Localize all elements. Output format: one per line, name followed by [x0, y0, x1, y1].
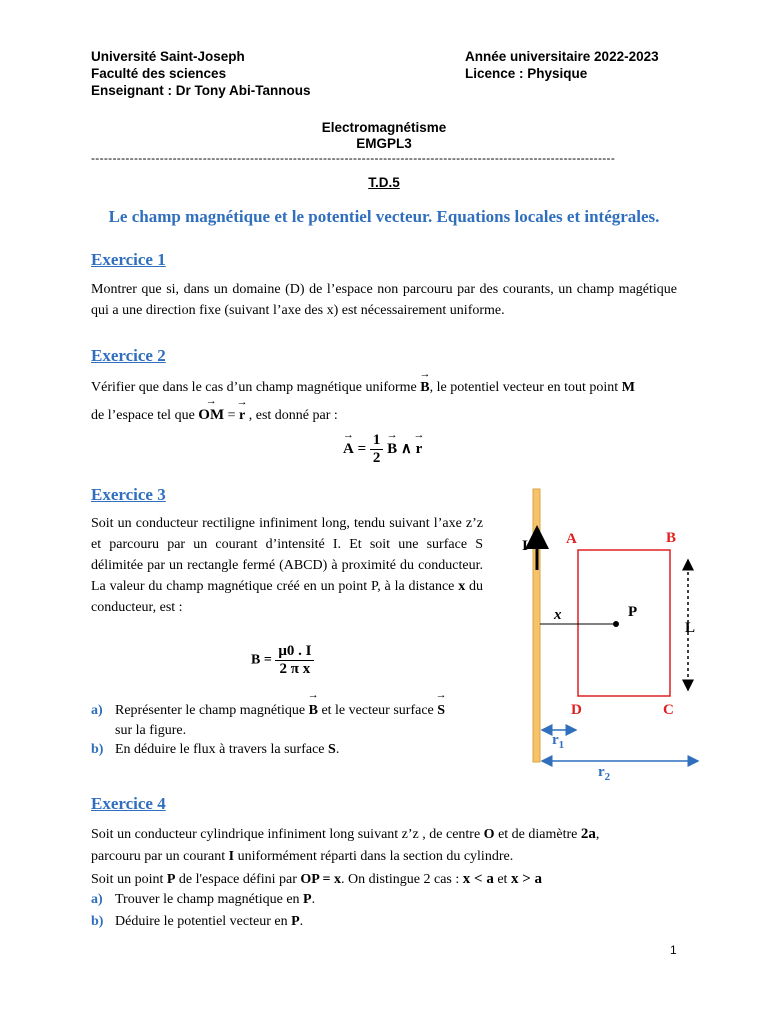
formula-lhs: B =	[251, 652, 272, 668]
ex3-figure	[510, 480, 710, 785]
ex2-formula: → A = $\frac{1}{2}$ → B ∧ → r	[343, 432, 422, 467]
case-2: x > a	[510, 871, 542, 887]
ex3-body: Soit un conducteur rectiligne infiniment long, tendu suivant l’axe z’z et parcouru par un courant d’intensité I. Et soit une surface S délimitée par un rectangle fermé (ABCD) à proximité du conducteur. La valeur du champ magnétique créé en un point P, à la distance	[91, 516, 483, 594]
ex4-a-dot: .	[311, 892, 316, 907]
faculty: Faculté des sciences	[91, 66, 227, 81]
ex3-a-text1: Représenter le champ magnétique	[115, 703, 306, 718]
academic-year: Année universitaire 2022-2023	[465, 49, 659, 64]
course-code: EMGPL3	[356, 136, 412, 151]
ex3-text	[91, 513, 483, 618]
formula-b: → B	[387, 441, 397, 458]
ex3-item-b	[91, 742, 339, 758]
vector-b: → B	[420, 380, 429, 396]
ex4-b-dot: .	[299, 914, 304, 929]
ex4-line3	[91, 871, 542, 888]
center-o: O	[483, 827, 495, 842]
point-m: M	[621, 380, 635, 395]
ex1-text: Montrer que si, dans un domaine (D) de l’espace non parcouru par des courants, un champ magétique qui a une direction fixe (suivant l’axe des x) est nécessairement uniforme.	[91, 282, 677, 318]
formula-r: → r	[416, 441, 423, 458]
ex4-line1	[91, 826, 599, 843]
ex3-b-end: .	[335, 742, 340, 757]
ex1-title: Exercice 1	[91, 250, 166, 269]
diameter-2a: 2a	[580, 826, 596, 842]
label-i: I	[522, 538, 528, 554]
ex4-line2	[91, 849, 513, 865]
vector-om: → OM	[198, 407, 224, 424]
page-title: Le champ magnétique et le potentiel vecteur. Equations locales et intégrales.	[108, 207, 660, 226]
teacher: Enseignant : Dr Tony Abi-Tannous	[91, 83, 311, 98]
formula-frac	[275, 643, 314, 678]
ex3-a-text2: et le vecteur surface	[321, 703, 434, 718]
ex4-a-p: P	[303, 892, 312, 907]
ex3-a-text3: sur la figure.	[115, 723, 187, 738]
ex3-vector-b: → B	[309, 701, 318, 721]
rectangle-abcd	[578, 550, 670, 696]
ex4-b-text: Déduire le potentiel vecteur en	[115, 914, 288, 929]
ex3-b-s: S	[328, 742, 336, 757]
page-number: 1	[670, 943, 677, 957]
header-left	[91, 48, 311, 99]
half-den: 2	[372, 450, 381, 466]
ex4-a-text: Trouver le champ magnétique en	[115, 892, 300, 907]
ex4-line2-b: uniformément réparti dans la section du cylindre.	[237, 849, 514, 864]
ex3-item-a	[91, 701, 495, 741]
ex2-line2-b: , est donné par :	[248, 408, 338, 423]
label-r1: $r_1$	[552, 732, 565, 751]
formula-half	[370, 432, 384, 467]
point-p	[613, 621, 619, 627]
ex2-line1-a: Vérifier que dans le cas d’un champ magnétique uniforme	[91, 380, 417, 395]
ex4-line1-a: Soit un conducteur cylindrique infiniment long suivant z’z , de centre	[91, 827, 481, 842]
ex4-line2-a: parcouru par un courant	[91, 849, 226, 864]
ex4-line3-a: Soit un point	[91, 872, 164, 887]
current-i: I	[228, 849, 235, 864]
ex2-line2-a: de l’espace tel que	[91, 408, 195, 423]
ex3-vector-s: → S	[437, 701, 445, 721]
ex2-title: Exercice 2	[91, 346, 166, 365]
point-p-text: P	[166, 872, 176, 887]
ex4-line3-c: . On distingue 2 cas :	[341, 872, 460, 887]
header-right	[465, 48, 659, 82]
td-number: T.D.5	[368, 175, 400, 190]
x-bold: x	[458, 579, 466, 594]
course-name: Electromagnétisme	[321, 120, 447, 135]
ex2-line2: de l’espace tel que → OM = → r , est donné par :	[91, 407, 338, 424]
ex3-b-label: b)	[91, 742, 104, 757]
label-d: D	[571, 702, 582, 718]
ex4-item-b	[91, 914, 303, 930]
licence: Licence : Physique	[465, 66, 588, 81]
university: Université Saint-Joseph	[91, 49, 245, 64]
ex3-b-text: En déduire le flux à travers la surface	[115, 742, 325, 757]
formula-a: → A	[343, 441, 354, 458]
ex4-b-p: P	[291, 914, 300, 929]
label-c: C	[663, 702, 674, 718]
et: et	[497, 872, 508, 887]
ex4-a-label: a)	[91, 892, 103, 907]
ex4-line1-b: et de diamètre	[498, 827, 578, 842]
ex3-body-end: du conducteur, est :	[91, 579, 484, 615]
case-1: x < a	[462, 871, 494, 887]
vector-r: → r	[239, 408, 245, 424]
label-p: P	[628, 604, 638, 620]
label-r2: $r_2$	[598, 764, 611, 783]
ex3-title: Exercice 3	[91, 485, 166, 504]
label-l: L	[685, 620, 696, 636]
ex4-title: Exercice 4	[91, 794, 166, 813]
ex3-a-label: a)	[91, 703, 103, 718]
op-expr: OP = x	[300, 872, 342, 887]
ex4-b-label: b)	[91, 914, 104, 929]
ex2-line1-b: , le potentiel vecteur en tout point	[429, 380, 619, 395]
label-a: A	[566, 531, 577, 547]
formula-den: 2 π x	[279, 661, 311, 677]
half-num: 1	[370, 432, 384, 450]
formula-num: μ0 . I	[275, 643, 314, 661]
ex3-formula	[251, 643, 314, 678]
label-x: x	[554, 607, 562, 623]
ex4-item-a	[91, 892, 315, 908]
label-b: B	[666, 530, 677, 546]
ex4-line3-b: de l'espace défini par	[178, 872, 297, 887]
separator: --------------------------------------------------------------------------------------------------------------------------	[91, 151, 616, 165]
ex2-line1	[91, 380, 635, 396]
ex4-line1-c: ,	[595, 827, 600, 842]
